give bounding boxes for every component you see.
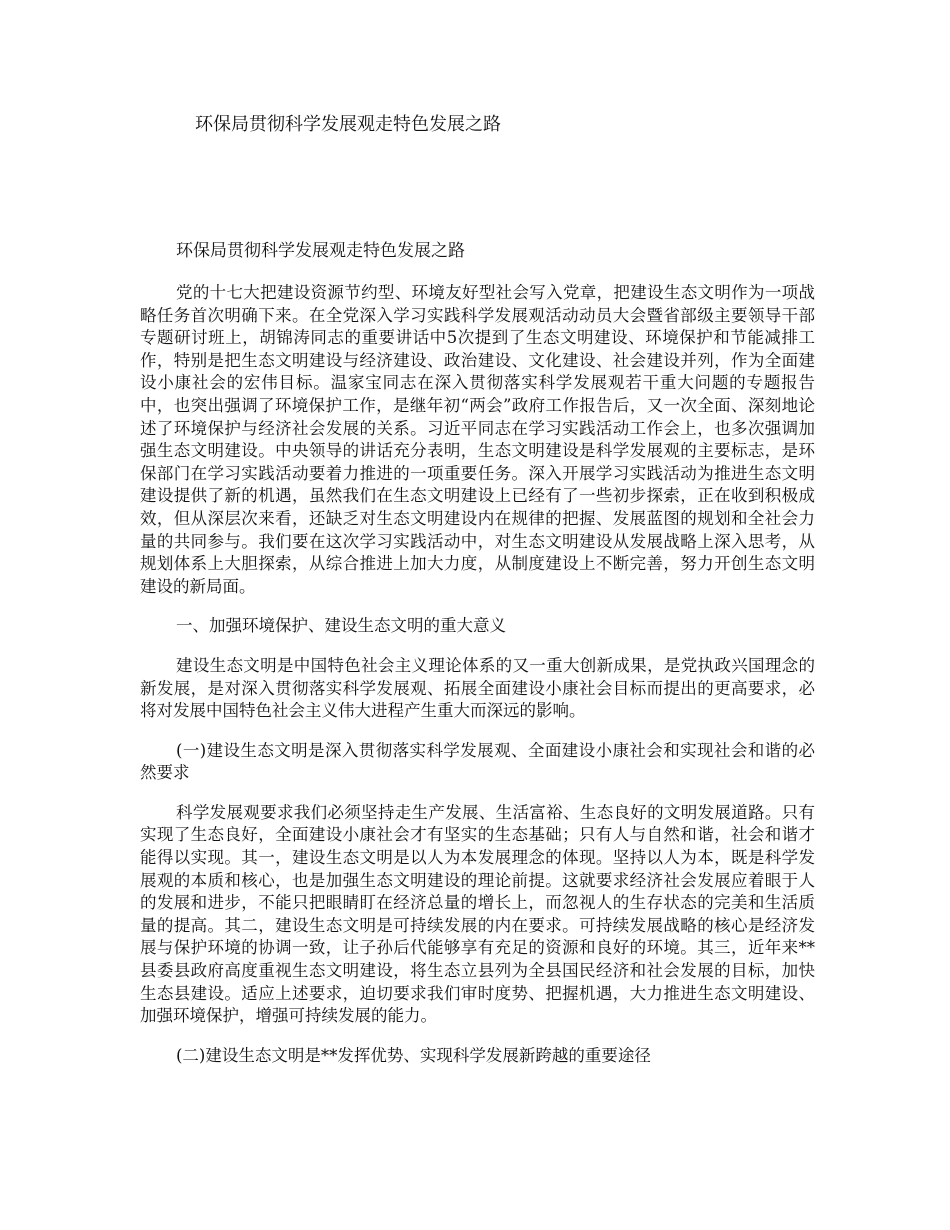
subsection-heading-1: (一)建设生态文明是深入贯彻落实科学发展观、全面建设小康社会和实现社会和谐的必然要求 (140, 740, 815, 783)
subsection-1-paragraph: 科学发展观要求我们必须坚持走生产发展、生活富裕、生态良好的文明发展道路。只有实现了生态良好，全面建设小康社会才有坚实的生态基础；只有人与自然和谐，社会和谐才能得以实现。其一，建设生态文明是以人为本发展理念的体现。坚持以人为本，既是科学发展观的本质和核心，也是加强生态文明建设的理论前提。这就要求经济社会发展应着眼于人的发展和进步，不能只把眼睛盯在经济总量的增长上，而忽视人的生存状态的完美和生活质量的提高。其二，建设生态文明是可持续发展的内在要求。可持续发展战略的核心是经济发展与保护环境的协调一致，让子孙后代能够享有充足的资源和良好的环境。其三，近年来**县委县政府高度重视生态文明建设，将生态立县列为全县国民经济和社会发展的目标，加快生态县建设。适应上述要求，迫切要求我们审时度势、把握机遇，大力推进生态文明建设、加强环境保护，增强可持续发展的能力。 (140, 802, 815, 1026)
document-body (140, 238, 815, 1084)
document-title: 环保局贯彻科学发展观走特色发展之路 (195, 114, 501, 135)
intro-paragraph: 党的十七大把建设资源节约型、环境友好型社会写入党章，把建设生态文明作为一项战略任务首次明确下来。在全党深入学习实践科学发展观活动动员大会暨省部级主要领导干部专题研讨班上，胡锦涛同志的重要讲话中5次提到了生态文明建设、环境保护和节能减排工作，特别是把生态文明建设与经济建设、政治建设、文化建设、社会建设并列，作为全面建设小康社会的宏伟目标。温家宝同志在深入贯彻落实科学发展观若干重大问题的专题报告中，也突出强调了环境保护工作，是继年初“两会”政府工作报告后，又一次全面、深刻地论述了环境保护与经济社会发展的关系。习近平同志在学习实践活动工作会上，也多次强调加强生态文明建设。中央领导的讲话充分表明，生态文明建设是科学发展观的主要标志，是环保部门在学习实践活动要着力推进的一项重要任务。深入开展学习实践活动为推进生态文明建设提供了新的机遇，虽然我们在生态文明建设上已经有了一些初步探索，正在收到积极成效，但从深层次来看，还缺乏对生态文明建设内在规律的把握、发展蓝图的规划和全社会力量的共同参与。我们要在这次学习实践活动中，对生态文明建设从发展战略上深入思考，从规划体系上大胆探索，从综合推进上加大力度，从制度建设上不断完善，努力开创生态文明建设的新局面。 (140, 283, 815, 596)
document-subtitle: 环保局贯彻科学发展观走特色发展之路 (176, 241, 465, 261)
section-1-paragraph: 建设生态文明是中国特色社会主义理论体系的又一重大创新成果，是党执政兴国理念的新发展，是对深入贯彻落实科学发展观、拓展全面建设小康社会目标而提出的更高要求，必将对发展中国特色社会主义伟大进程产生重大而深远的影响。 (140, 655, 815, 721)
subsection-heading-2: (二)建设生态文明是**发挥优势、实现科学发展新跨越的重要途径 (176, 1045, 651, 1065)
section-heading-1: 一、加强环境保护、建设生态文明的重大意义 (176, 616, 506, 636)
